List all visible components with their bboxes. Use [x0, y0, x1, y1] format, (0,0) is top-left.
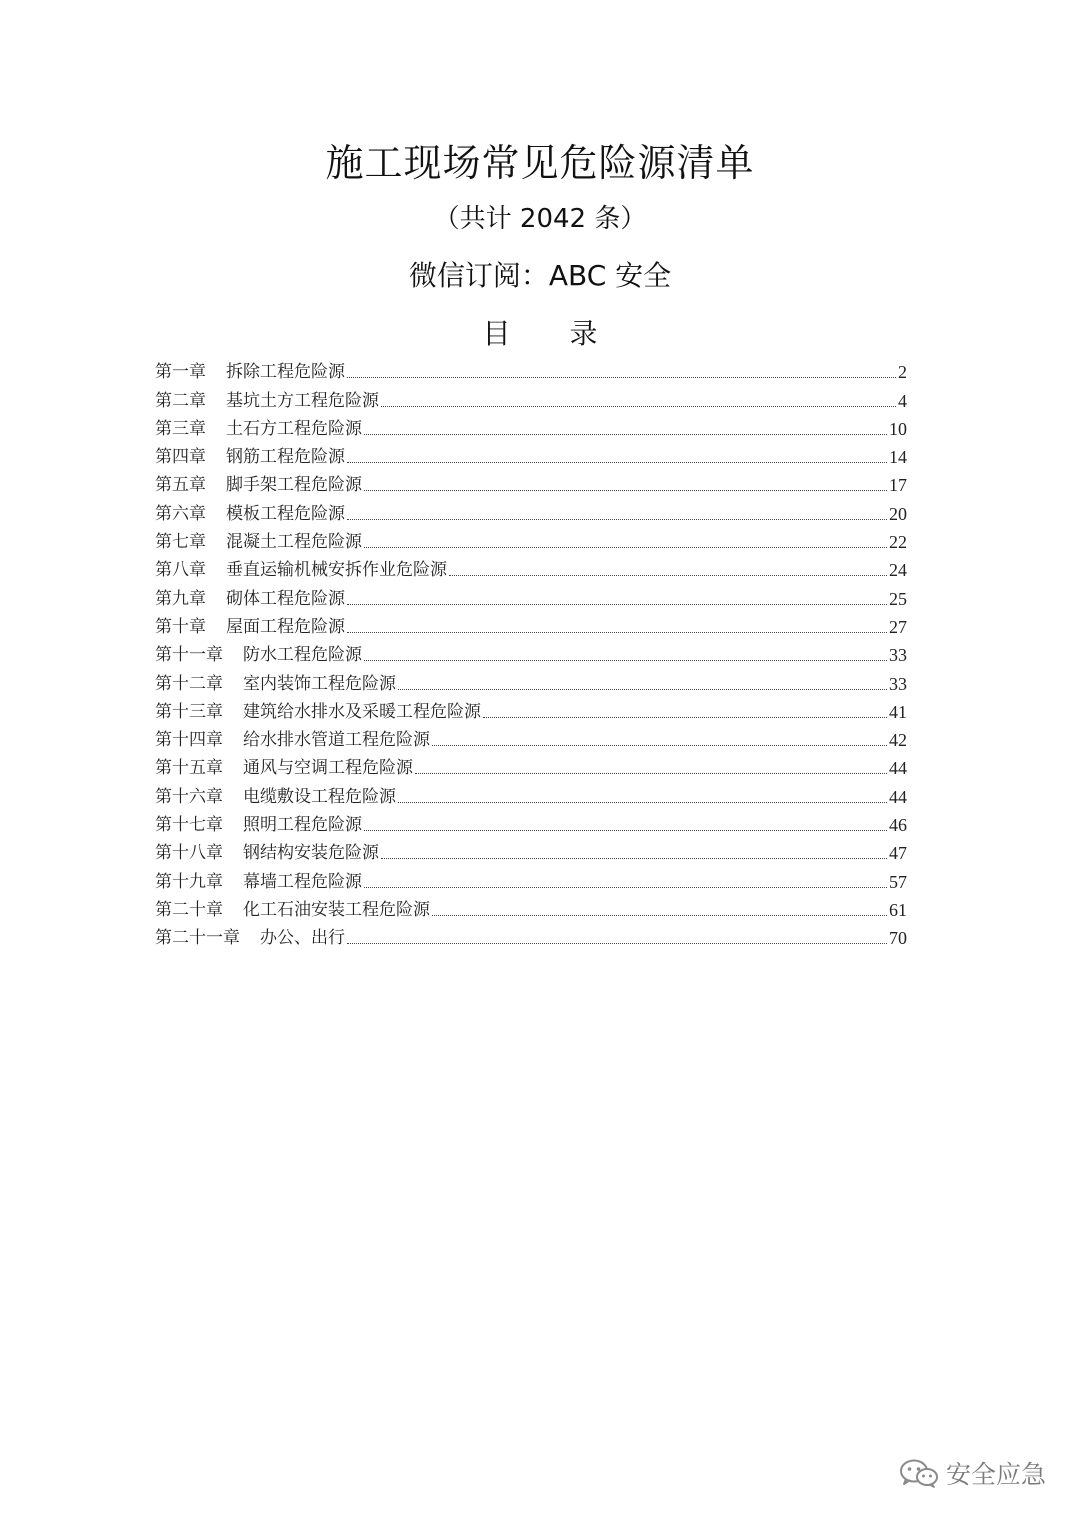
toc-page-number: 57: [889, 871, 907, 892]
toc-page-number: 2: [898, 362, 907, 383]
toc-page-number: 46: [889, 815, 907, 836]
toc-chapter-title: 砌体工程危险源: [226, 588, 345, 609]
toc-leader-dots: [398, 688, 887, 690]
toc-entry[interactable]: [155, 782, 907, 810]
toc-chapter-title: 土石方工程危险源: [226, 418, 362, 439]
toc-chapter-number: 第二十章: [155, 899, 223, 920]
toc-page-number: 42: [889, 730, 907, 751]
toc-leader-dots: [381, 857, 887, 859]
toc-chapter-number: 第十五章: [155, 758, 223, 779]
toc-chapter-number: 第十章: [155, 616, 206, 637]
toc-entry[interactable]: [155, 867, 907, 895]
toc-heading: 目 录: [482, 317, 598, 350]
toc-page-number: 27: [889, 616, 907, 637]
toc-leader-dots: [364, 659, 887, 661]
toc-page-number: 44: [889, 786, 907, 807]
toc-page-number: 4: [898, 390, 907, 411]
toc-chapter-title: 模板工程危险源: [226, 503, 345, 524]
toc-chapter-title: 屋面工程危险源: [226, 616, 345, 637]
toc-page-number: 10: [889, 418, 907, 439]
toc-leader-dots: [483, 716, 887, 718]
toc-chapter-number: 第一章: [155, 362, 206, 383]
toc-leader-dots: [347, 631, 887, 633]
toc-leader-dots: [347, 518, 887, 520]
document-subtitle: （共计 2042 条）: [433, 204, 647, 234]
toc-entry[interactable]: [155, 698, 907, 726]
toc-entry[interactable]: [155, 358, 907, 386]
toc-page-number: 14: [889, 447, 907, 468]
toc-chapter-title: 拆除工程危险源: [226, 362, 345, 383]
toc-chapter-title: 混凝土工程危险源: [226, 532, 362, 553]
toc-page-number: 47: [889, 843, 907, 864]
toc-entry[interactable]: [155, 811, 907, 839]
toc-leader-dots: [415, 772, 887, 774]
toc-page-number: 24: [889, 560, 907, 581]
watermark: [898, 1455, 1046, 1491]
toc-page-number: 33: [889, 645, 907, 666]
toc-leader-dots: [432, 744, 887, 746]
toc-page-number: 70: [889, 928, 907, 949]
toc-leader-dots: [347, 942, 887, 944]
toc-chapter-number: 第八章: [155, 560, 206, 581]
toc-chapter-number: 第十一章: [155, 645, 223, 666]
toc-chapter-number: 第三章: [155, 418, 206, 439]
watermark-text: 安全应急: [945, 1460, 1046, 1489]
toc-chapter-title: 防水工程危险源: [243, 645, 362, 666]
toc-leader-dots: [364, 489, 887, 491]
toc-entry[interactable]: [155, 443, 907, 471]
toc-entry[interactable]: [155, 839, 907, 867]
toc-leader-dots: [364, 433, 887, 435]
toc-leader-dots: [398, 801, 887, 803]
toc-page-number: 17: [889, 475, 907, 496]
toc-page-number: 41: [889, 701, 907, 722]
toc-entry[interactable]: [155, 726, 907, 754]
toc-chapter-number: 第十六章: [155, 786, 223, 807]
toc-entry[interactable]: [155, 556, 907, 584]
toc-chapter-number: 第九章: [155, 588, 206, 609]
toc-page-number: 22: [889, 532, 907, 553]
toc-leader-dots: [347, 461, 887, 463]
toc-leader-dots: [381, 405, 896, 407]
toc-chapter-title: 基坑土方工程危险源: [226, 390, 379, 411]
toc-chapter-title: 幕墙工程危险源: [243, 871, 362, 892]
toc-page-number: 20: [889, 503, 907, 524]
toc-leader-dots: [449, 574, 887, 576]
wechat-icon: [898, 1458, 940, 1488]
toc-chapter-title: 办公、出行: [260, 928, 345, 949]
toc-chapter-number: 第十二章: [155, 673, 223, 694]
toc-entry[interactable]: [155, 528, 907, 556]
toc-chapter-title: 室内装饰工程危险源: [243, 673, 396, 694]
toc-entry[interactable]: [155, 669, 907, 697]
toc-chapter-number: 第十四章: [155, 730, 223, 751]
toc-leader-dots: [364, 886, 887, 888]
toc-leader-dots: [364, 546, 887, 548]
toc-chapter-number: 第十七章: [155, 815, 223, 836]
toc-chapter-number: 第十三章: [155, 701, 223, 722]
toc-chapter-number: 第七章: [155, 532, 206, 553]
toc-chapter-number: 第四章: [155, 447, 206, 468]
document-title: 施工现场常见危险源清单: [325, 141, 755, 185]
toc-page-number: 61: [889, 899, 907, 920]
toc-chapter-number: 第五章: [155, 475, 206, 496]
toc-chapter-number: 第十九章: [155, 871, 223, 892]
toc-entry[interactable]: [155, 499, 907, 527]
toc-chapter-title: 钢结构安装危险源: [243, 843, 379, 864]
toc-chapter-title: 建筑给水排水及采暖工程危险源: [243, 701, 481, 722]
toc-chapter-title: 通风与空调工程危险源: [243, 758, 413, 779]
toc-page-number: 25: [889, 588, 907, 609]
toc-entry[interactable]: [155, 924, 907, 952]
toc-chapter-title: 垂直运输机械安拆作业危险源: [226, 560, 447, 581]
toc-chapter-title: 化工石油安装工程危险源: [243, 899, 430, 920]
toc-chapter-number: 第二章: [155, 390, 206, 411]
toc-entry[interactable]: [155, 471, 907, 499]
toc-chapter-title: 给水排水管道工程危险源: [243, 730, 430, 751]
toc-leader-dots: [432, 914, 887, 916]
toc-chapter-title: 电缆敷设工程危险源: [243, 786, 396, 807]
toc-leader-dots: [347, 603, 887, 605]
toc-chapter-title: 钢筋工程危险源: [226, 447, 345, 468]
toc-chapter-number: 第二十一章: [155, 928, 240, 949]
toc-entry[interactable]: [155, 896, 907, 924]
toc-entry[interactable]: [155, 415, 907, 443]
toc-entry[interactable]: [155, 386, 907, 414]
toc-leader-dots: [347, 376, 896, 378]
toc-chapter-title: 脚手架工程危险源: [226, 475, 362, 496]
table-of-contents: [155, 358, 907, 952]
toc-chapter-title: 照明工程危险源: [243, 815, 362, 836]
subscribe-line: 微信订阅：ABC 安全: [408, 259, 672, 292]
toc-leader-dots: [364, 829, 887, 831]
toc-entry[interactable]: [155, 641, 907, 669]
toc-page-number: 33: [889, 673, 907, 694]
toc-entry[interactable]: [155, 613, 907, 641]
toc-chapter-number: 第六章: [155, 503, 206, 524]
toc-page-number: 44: [889, 758, 907, 779]
toc-chapter-number: 第十八章: [155, 843, 223, 864]
toc-entry[interactable]: [155, 754, 907, 782]
toc-entry[interactable]: [155, 584, 907, 612]
